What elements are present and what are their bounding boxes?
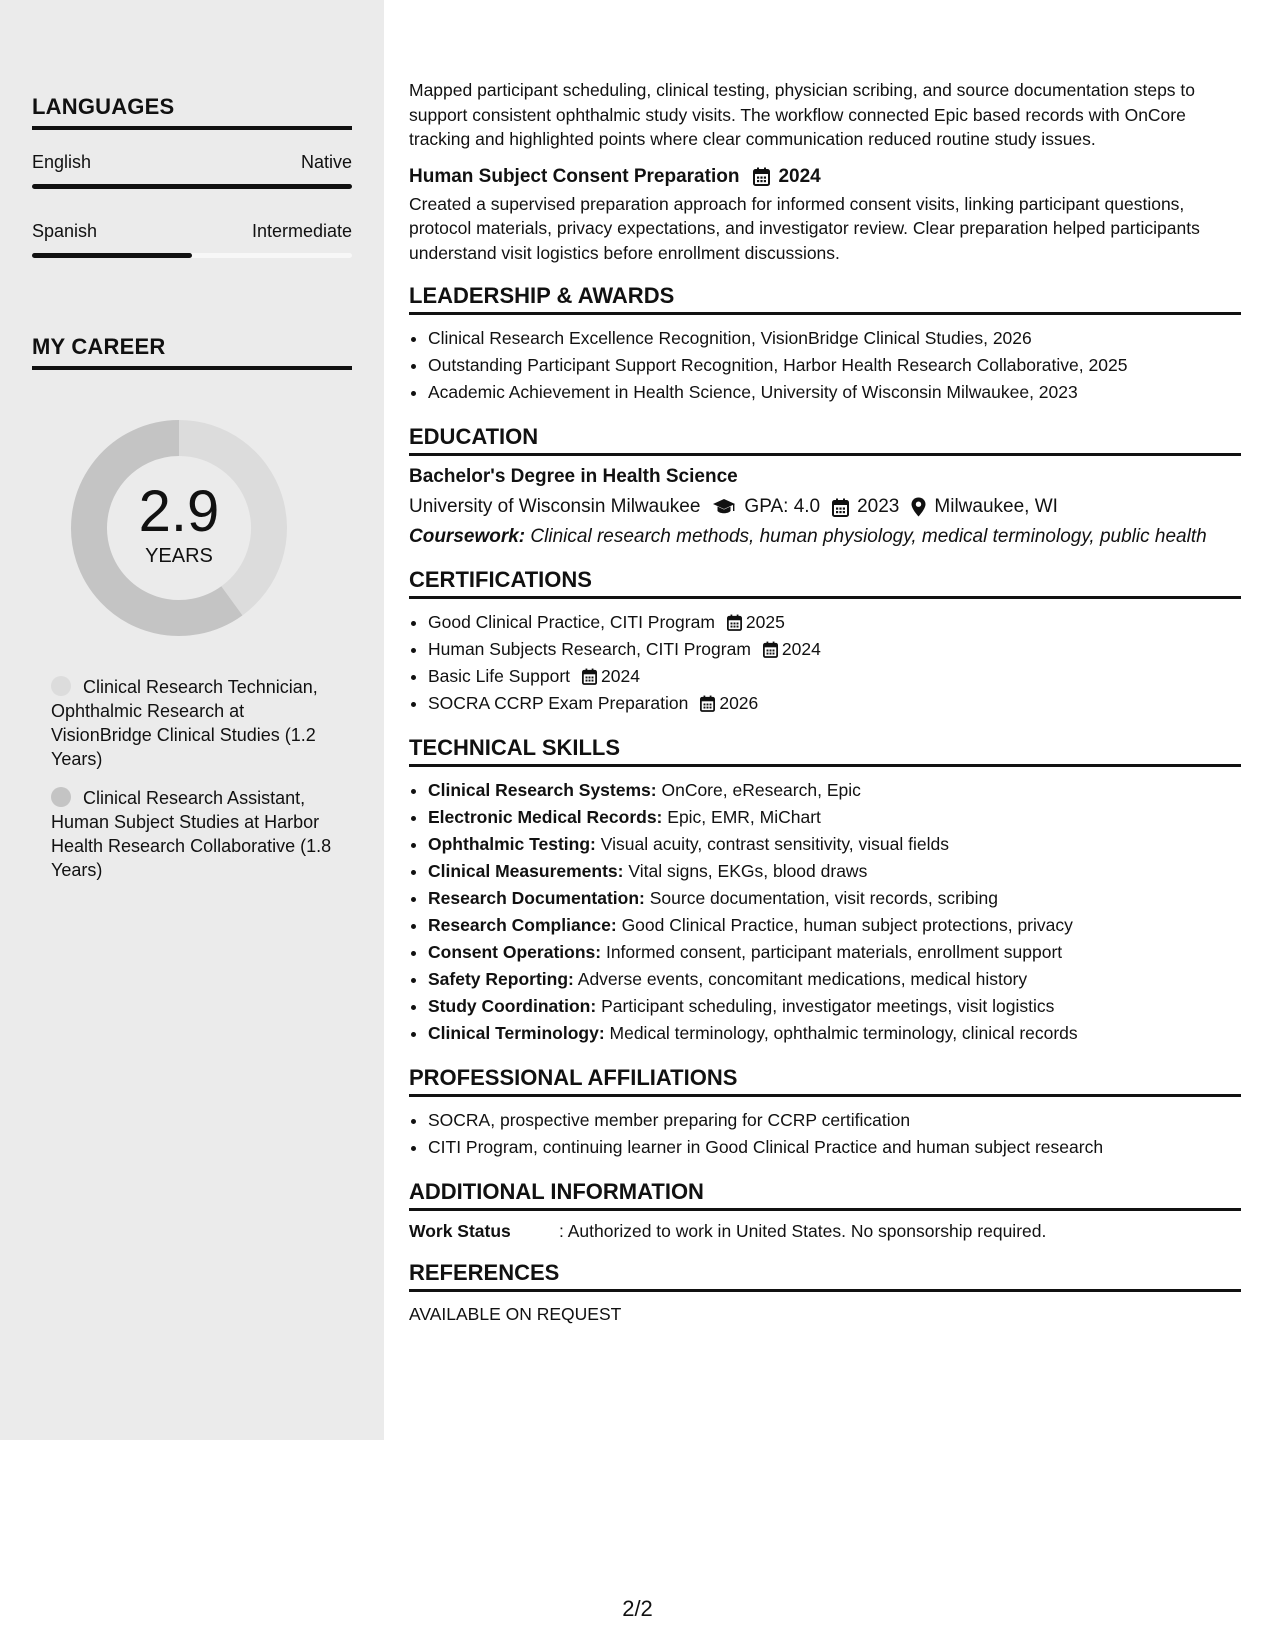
list-item — [428, 831, 1241, 858]
list-item: • SOCRA, prospective member preparing for CCRP certification — [428, 1107, 1241, 1134]
references-heading: REFERENCES — [409, 1260, 1241, 1292]
calendar-icon — [763, 641, 778, 658]
cert-name: Good Clinical Practice, CITI Program — [428, 612, 715, 632]
list-item — [428, 885, 1241, 912]
career-item — [51, 786, 341, 882]
cert-name: Basic Life Support — [428, 666, 571, 686]
skill-label: Safety Reporting: — [428, 969, 574, 989]
career-item-text: Clinical Research Technician, Ophthalmic Research at VisionBridge Clinical Studies (1.2 Years) — [51, 677, 318, 769]
skill-label: Research Compliance: — [428, 915, 617, 935]
skill-label: Clinical Research Systems: — [428, 780, 657, 800]
list-item — [428, 804, 1241, 831]
leadership-list — [409, 325, 1241, 406]
career-donut-center — [66, 415, 292, 641]
certifications-list — [409, 609, 1241, 717]
list-item: • CITI Program, continuing learner in Good Clinical Practice and human subject research — [428, 1134, 1241, 1161]
work-status-row — [409, 1221, 1241, 1242]
list-item — [428, 777, 1241, 804]
cert-year: 2025 — [745, 612, 785, 632]
language-spanish-bar-fill — [32, 253, 192, 258]
calendar-icon — [753, 167, 770, 186]
career-item — [51, 675, 341, 771]
leadership-heading: LEADERSHIP & AWARDS — [409, 283, 1241, 315]
calendar-icon — [700, 695, 715, 712]
career-donut-chart — [66, 415, 292, 641]
career-heading: MY CAREER — [32, 334, 352, 370]
language-level: Intermediate — [251, 221, 352, 241]
skills-list — [409, 777, 1241, 1047]
language-english-bar — [32, 184, 352, 189]
additional-info-heading: ADDITIONAL INFORMATION — [409, 1179, 1241, 1211]
page-number: 2/2 — [622, 1596, 653, 1621]
affiliations-list — [409, 1107, 1241, 1161]
skill-label: Ophthalmic Testing: — [428, 834, 596, 854]
work-status-label: Work Status — [409, 1221, 511, 1241]
language-spanish — [32, 221, 352, 242]
location-pin-icon — [911, 497, 926, 517]
education-school: University of Wisconsin Milwaukee — [409, 496, 701, 517]
coursework-text: Clinical research methods, human physiology, medical terminology, public health — [530, 526, 1207, 547]
list-item — [428, 966, 1241, 993]
list-item — [428, 1020, 1241, 1047]
project-year: 2024 — [778, 165, 821, 187]
list-item — [428, 939, 1241, 966]
certifications-heading: CERTIFICATIONS — [409, 567, 1241, 599]
education-degree: Bachelor's Degree in Health Science — [409, 466, 738, 487]
education-gpa: GPA: 4.0 — [744, 496, 821, 517]
skill-value: OnCore, eResearch, Epic — [661, 780, 861, 800]
career-years-label: YEARS — [145, 544, 213, 567]
list-item: • Outstanding Participant Support Recognition, Harbor Health Research Collaborative, 2025 — [428, 352, 1241, 379]
skill-value: Epic, EMR, MiChart — [667, 807, 821, 827]
education-year: 2023 — [857, 496, 900, 517]
education-heading: EDUCATION — [409, 424, 1241, 456]
skill-label: Study Coordination: — [428, 996, 597, 1016]
project-item-description: Created a supervised preparation approach for informed consent visits, linking participant questions, protocol materials, privacy expectations, and investigator review. Clear preparation helped participants understand visit logistics before enrollment discussions. — [409, 193, 1200, 263]
skill-value: Vital signs, EKGs, blood draws — [628, 861, 868, 881]
project-description: Mapped participant scheduling, clinical testing, physician scribing, and source documentation steps to support consistent ophthalmic study visits. The workflow connected Epic based records with OnCore tracking and highlighted points where clear communication reduced routine study issues. — [409, 80, 1196, 149]
project-title: Human Subject Consent Preparation — [409, 165, 740, 187]
calendar-icon — [582, 668, 597, 685]
career-item-text: Clinical Research Assistant, Human Subject Studies at Harbor Health Research Collaborative (1.8 Years) — [51, 788, 332, 880]
graduation-cap-icon — [712, 498, 736, 516]
list-item: • Clinical Research Excellence Recognition, VisionBridge Clinical Studies, 2026 — [428, 325, 1241, 352]
career-legend-dot — [51, 676, 71, 696]
skill-value: Medical terminology, ophthalmic terminology, clinical records — [609, 1023, 1078, 1043]
education-details — [409, 496, 1241, 518]
list-item: • Academic Achievement in Health Science, University of Wisconsin Milwaukee, 2023 — [428, 379, 1241, 406]
languages-heading: LANGUAGES — [32, 94, 352, 130]
career-legend-dot — [51, 787, 71, 807]
list-item — [428, 609, 1241, 636]
cert-year: 2026 — [719, 693, 759, 713]
project-title-row — [409, 166, 1241, 188]
work-status-value: : Authorized to work in United States. No sponsorship required. — [559, 1221, 1047, 1241]
skill-label: Electronic Medical Records: — [428, 807, 663, 827]
skill-label: Consent Operations: — [428, 942, 602, 962]
references-value: AVAILABLE ON REQUEST — [409, 1304, 622, 1324]
skill-value: Good Clinical Practice, human subject protections, privacy — [621, 915, 1073, 935]
calendar-icon — [832, 498, 849, 517]
language-spanish-bar — [32, 253, 352, 258]
skill-label: Clinical Terminology: — [428, 1023, 605, 1043]
language-name: Spanish — [32, 221, 98, 241]
language-level: Native — [300, 152, 352, 172]
sidebar — [0, 0, 384, 1440]
language-english — [32, 152, 352, 173]
education-location: Milwaukee, WI — [934, 496, 1058, 517]
main-content — [409, 78, 1241, 1325]
skill-value: Source documentation, visit records, scribing — [649, 888, 998, 908]
list-item — [428, 858, 1241, 885]
list-item — [428, 912, 1241, 939]
language-name: English — [32, 152, 92, 172]
skills-heading: TECHNICAL SKILLS — [409, 735, 1241, 767]
skill-value: Visual acuity, contrast sensitivity, visual fields — [600, 834, 949, 854]
career-total-years: 2.9 — [138, 478, 220, 544]
list-item — [428, 690, 1241, 717]
skill-label: Clinical Measurements: — [428, 861, 624, 881]
list-item — [428, 993, 1241, 1020]
skill-label: Research Documentation: — [428, 888, 645, 908]
skill-value: Informed consent, participant materials, enrollment support — [605, 942, 1063, 962]
cert-name: SOCRA CCRP Exam Preparation — [428, 693, 689, 713]
cert-name: Human Subjects Research, CITI Program — [428, 639, 751, 659]
list-item — [428, 636, 1241, 663]
language-english-bar-fill — [32, 184, 352, 189]
skill-value: Participant scheduling, investigator meetings, visit logistics — [601, 996, 1055, 1016]
cert-year: 2024 — [781, 639, 821, 659]
education-coursework — [409, 525, 1241, 549]
cert-year: 2024 — [601, 666, 640, 686]
affiliations-heading: PROFESSIONAL AFFILIATIONS — [409, 1065, 1241, 1097]
list-item — [428, 663, 1241, 690]
coursework-label: Coursework: — [409, 526, 526, 547]
calendar-icon — [727, 614, 742, 631]
skill-value: Adverse events, concomitant medications, medical history — [577, 969, 1028, 989]
